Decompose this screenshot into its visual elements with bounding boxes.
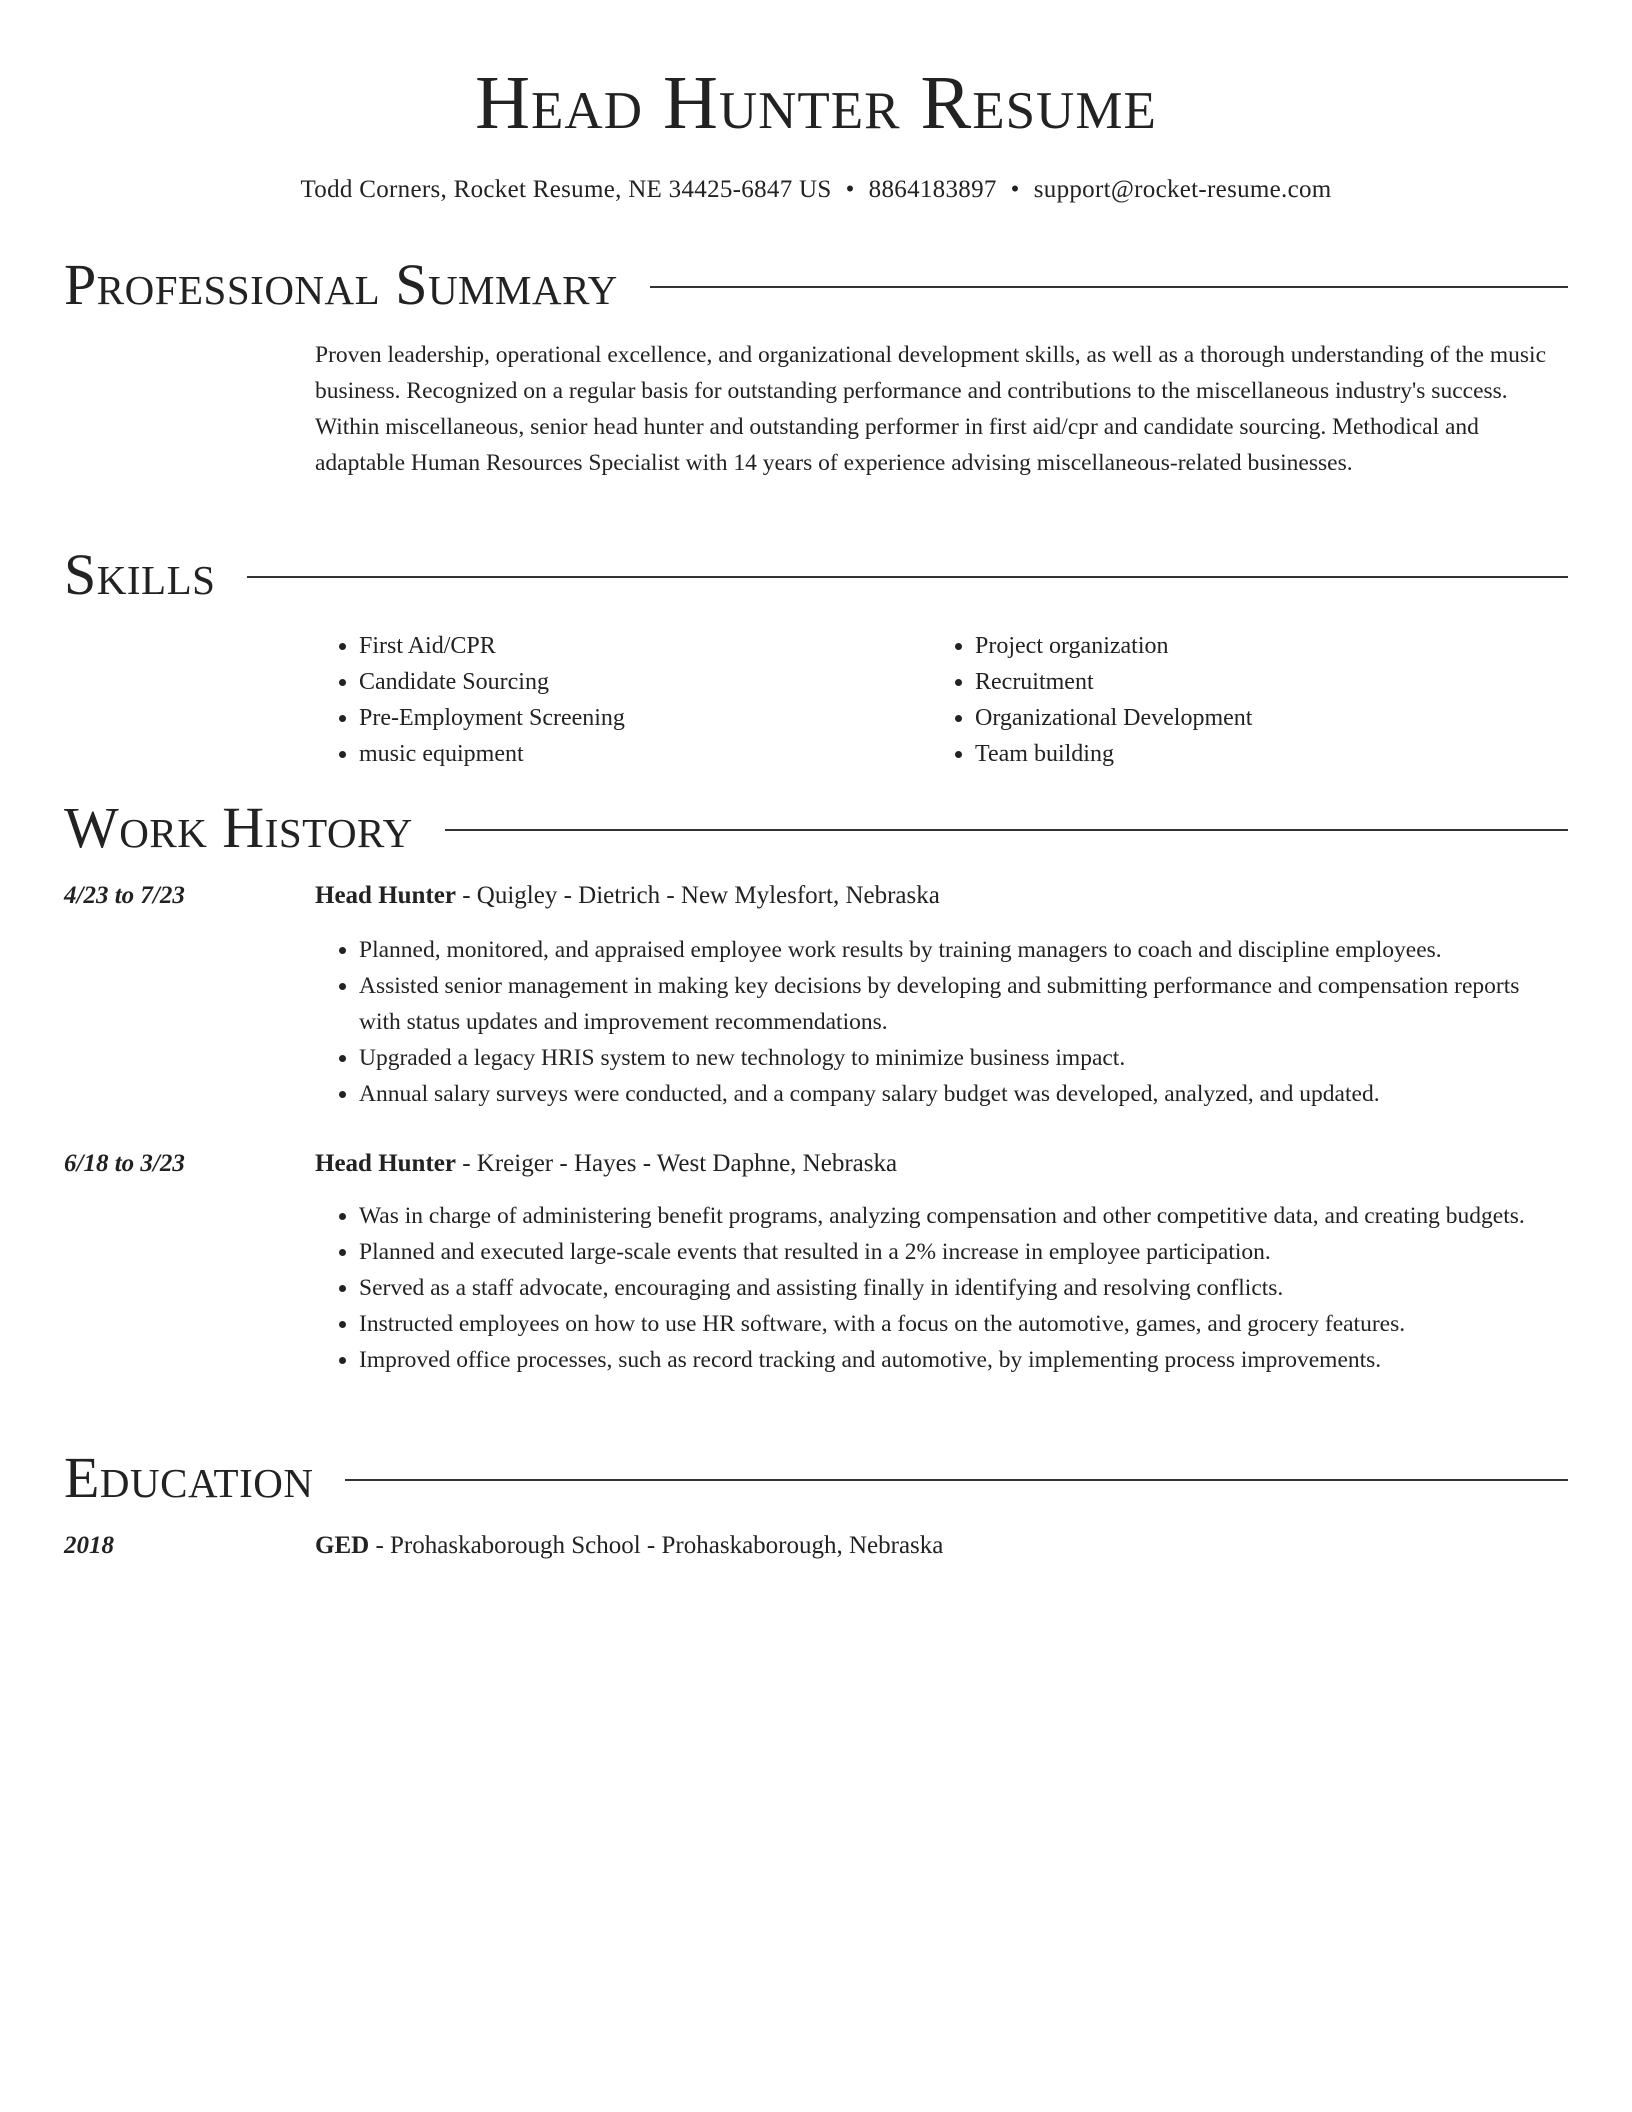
job-bullet: • Annual salary surveys were conducted, and a company salary budget was developed, analyzed, and updated. [359,1076,1565,1112]
job-bullet: • Improved office processes, such as record tracking and automotive, by implementing process improvements. [359,1342,1565,1378]
contact-line [0,172,1632,208]
summary-section-header [64,250,1568,320]
skills-column-left [315,628,931,772]
job-details: - Kreiger - Hayes - West Daphne, Nebraska [455,1150,898,1177]
skill-item: • Recruitment [975,664,1547,700]
summary-text: Proven leadership, operational excellence, and organizational development skills, as well as a thorough understanding of the music business. Recognized on a regular basis for outstanding performance and contributions to the miscellaneous industry's success. Within miscellaneous, senior head hunter and outstanding performer in first aid/cpr and candidate sourcing. Methodical and adaptable Human Resources Specialist with 14 years of experience advising miscellaneous-related businesses. [315,342,1546,476]
skill-item: • Pre-Employment Screening [359,700,931,736]
education-heading: Education [64,1445,314,1510]
job-date: 6/18 to 3/23 [64,1150,185,1177]
skills-column-right [931,628,1547,772]
job-title: Head Hunter [315,882,456,909]
job-title-line [315,1146,1565,1182]
contact-email: support@rocket-resume.com [1033,176,1332,203]
section-divider [445,829,1568,831]
job-bullet: • Assisted senior management in making key decisions by developing and submitting performance and compensation reports with status updates and improvement recommendations. [359,968,1565,1040]
job-bullet: • Instructed employees on how to use HR software, with a focus on the automotive, games, and grocery features. [359,1306,1565,1342]
skills-list [315,628,1565,772]
contact-separator: • [1010,176,1020,203]
skills-section-header [64,540,1568,610]
skill-item: • Team building [975,736,1547,772]
job-bullet: • Served as a staff advocate, encouraging and assisting finally in identifying and resolving conflicts. [359,1270,1565,1306]
work-section-header [64,793,1568,863]
contact-separator: • [845,176,855,203]
section-divider [345,1479,1568,1481]
education-section-header [64,1443,1568,1513]
skill-item: • First Aid/CPR [359,628,931,664]
job-bullet: • Planned, monitored, and appraised employee work results by training managers to coach and discipline employees. [359,932,1565,968]
job-date: 4/23 to 7/23 [64,882,185,909]
skill-item: • music equipment [359,736,931,772]
job-details: - Quigley - Dietrich - New Mylesfort, Nebraska [455,882,940,909]
skill-item: • Candidate Sourcing [359,664,931,700]
skill-item: • Project organization [975,628,1547,664]
job-bullet: • Was in charge of administering benefit programs, analyzing compensation and other competitive data, and creating budgets. [359,1198,1565,1234]
work-heading: Work History [64,795,413,860]
education-line [315,1528,1565,1564]
education-details: - Prohaskaborough School - Prohaskaborough, Nebraska [369,1532,944,1559]
summary-heading: Professional Summary [64,252,618,317]
education-date: 2018 [64,1532,114,1559]
job-title: Head Hunter [315,1150,456,1177]
resume-title: Head Hunter Resume [475,61,1157,145]
section-divider [650,286,1568,288]
job-bullets [315,1198,1565,1378]
job-bullet: • Upgraded a legacy HRIS system to new technology to minimize business impact. [359,1040,1565,1076]
education-degree: GED [315,1532,370,1559]
section-divider [247,576,1568,578]
skills-heading: Skills [64,542,216,607]
skill-item: • Organizational Development [975,700,1547,736]
contact-address: Todd Corners, Rocket Resume, NE 34425-6847 US [300,176,832,203]
job-bullet: • Planned and executed large-scale events that resulted in a 2% increase in employee participation. [359,1234,1565,1270]
contact-phone: 8864183897 [868,176,997,203]
job-title-line [315,878,1565,914]
job-bullets [315,932,1565,1112]
